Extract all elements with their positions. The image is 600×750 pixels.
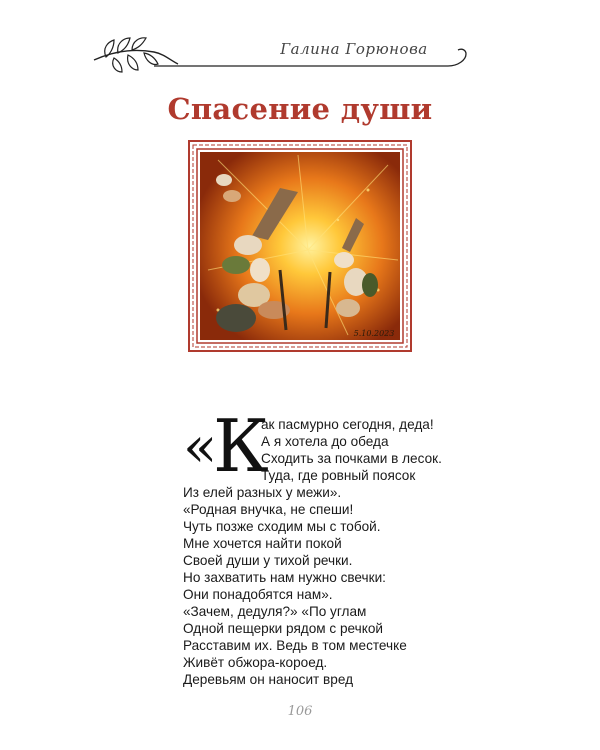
stone-mosaic-painting	[188, 140, 412, 352]
poem-line: Туда, где ровный поясок	[261, 468, 416, 483]
drop-cap	[183, 404, 269, 488]
poem-line: «Родная внучка, не спеши!	[183, 502, 354, 517]
poem-line: Сходить за почками в лесок.	[261, 451, 442, 466]
poem-line: Но захватить нам нужно свечки:	[183, 570, 386, 585]
poem-line: Своей души у тихой речки.	[183, 553, 353, 568]
page-number: 106	[287, 704, 313, 719]
poem-line: А я хотела до обеда	[261, 434, 389, 449]
poem-line: Живёт обжора-короед.	[183, 655, 328, 670]
opening-quote: «	[183, 415, 218, 480]
poem-line: Из елей разных у межи».	[183, 485, 342, 500]
poem-line: ак пасмурно сегодня, деда!	[261, 417, 434, 432]
poem-line: Они понадобятся нам».	[183, 587, 333, 602]
drop-cap-letter: К	[213, 404, 269, 488]
painting-signature: 5.10.2023	[353, 329, 395, 338]
running-header	[92, 30, 472, 76]
poem-line: «Зачем, дедуля?» «По углам	[183, 604, 367, 619]
author-name: Галина Горюнова	[280, 40, 428, 58]
poem-line: Одной пещерки рядом с речкой	[183, 621, 383, 636]
poem-line: Мне хочется найти покой	[183, 536, 342, 551]
poem-line: Чуть позже сходим мы с тобой.	[183, 519, 381, 534]
illustration	[188, 140, 412, 352]
poem-line: Расставим их. Ведь в том местечке	[183, 638, 407, 653]
poem-title: Спасение души	[167, 92, 433, 126]
poem-line: Деревьям он наносит вред	[183, 672, 354, 687]
